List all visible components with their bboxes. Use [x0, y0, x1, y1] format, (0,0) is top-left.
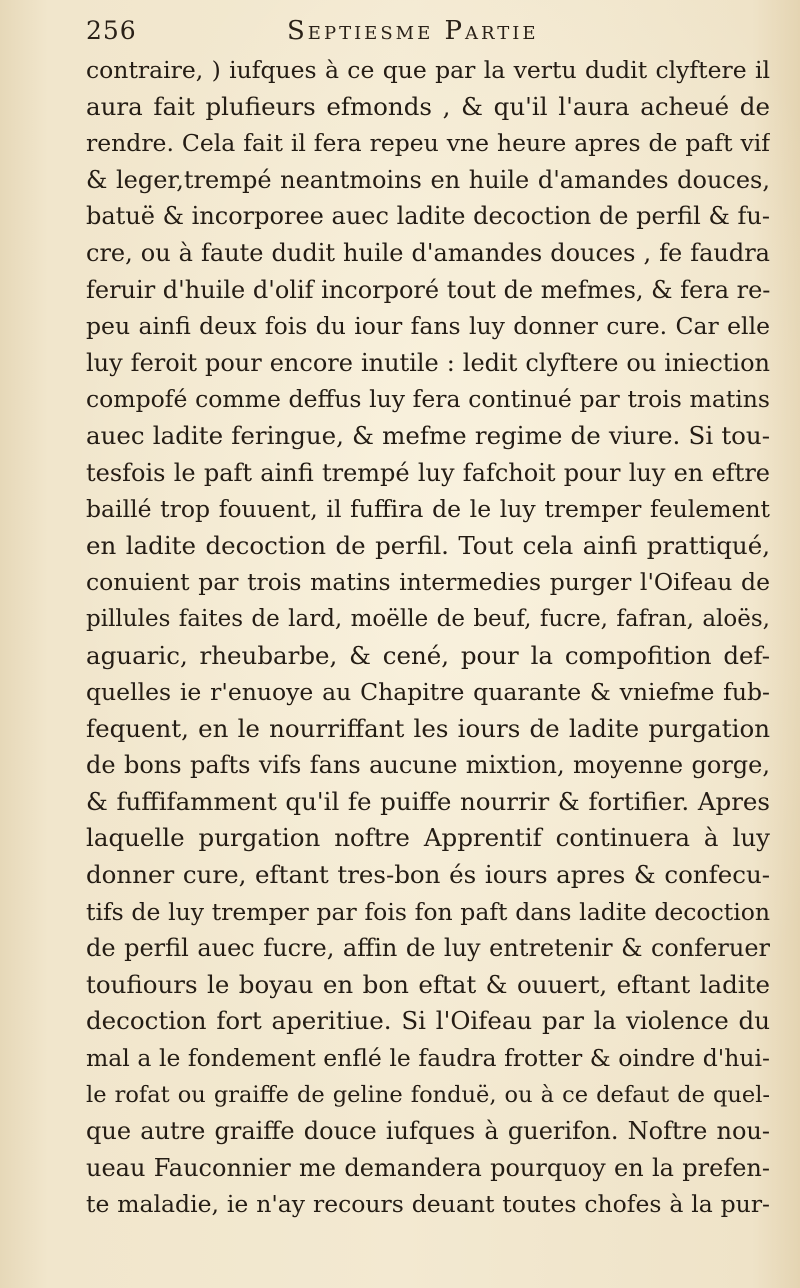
text-line: donner cure, eftant tres-bon és iours apres & confecu-	[86, 860, 770, 890]
text-line: aguaric, rheubarbe, & cené, pour la compofition def-	[86, 640, 770, 670]
text-line: baillé trop fouuent, il fuffira de le luy tremper feulement	[86, 495, 770, 524]
text-line: compofé comme deffus luy fera continué par trois matins	[86, 385, 770, 414]
text-line: ueau Fauconnier me demandera pourquoy en la prefen-	[86, 1153, 770, 1182]
running-head: Septiesme Partie	[287, 16, 539, 46]
text-line: laquelle purgation noftre Apprentif continuera à luy	[86, 823, 770, 853]
text-line: feruir d'huile d'olif incorporé tout de mefmes, & fera re-	[86, 275, 770, 304]
text-line: aura fait plufieurs efmonds , & qu'il l'aura acheué de	[86, 91, 770, 121]
text-line: decoction fort aperitiue. Si l'Oifeau par la violence du	[86, 1006, 770, 1036]
body-text	[86, 52, 770, 1223]
text-line: contraire, ) iufques à ce que par la vertu dudit clyftere il	[86, 56, 770, 84]
text-line: quelles ie r'enuoye au Chapitre quarante & vniefme fub-	[86, 678, 770, 707]
text-line: mal a le fondement enflé le faudra frotter & oindre d'hui-	[86, 1044, 770, 1073]
text-line: tifs de luy tremper par fois fon paft dans ladite decoction	[86, 897, 770, 926]
text-line: pillules faites de lard, moëlle de beuf, fucre, fafran, aloës,	[86, 605, 770, 632]
text-line: luy feroit pour encore inutile : ledit clyftere ou iniection	[86, 348, 770, 377]
text-line: de bons pafts vifs fans aucune mixtion, moyenne gorge,	[86, 751, 770, 780]
text-line: peu ainfi deux fois du iour fans luy donner cure. Car elle	[86, 312, 770, 341]
text-line: tesfois le paft ainfi trempé luy fafchoit pour luy en eftre	[86, 458, 770, 487]
text-line: & fuffifamment qu'il fe puiffe nourrir & fortifier. Apres	[86, 786, 770, 816]
text-line: toufiours le boyau en bon eftat & ouuert, eftant ladite	[86, 969, 770, 999]
text-line: cre, ou à faute dudit huile d'amandes douces , fe faudra	[86, 238, 770, 267]
text-line: que autre graiffe douce iufques à guerifon. Noftre nou-	[86, 1117, 770, 1146]
text-line: conuient par trois matins intermedies purger l'Oifeau de	[86, 568, 770, 597]
text-line: en ladite decoction de perfil. Tout cela ainfi prattiqué,	[86, 530, 770, 560]
text-line: fequent, en le nourriffant les iours de ladite purgation	[86, 713, 770, 743]
text-line: te maladie, ie n'ay recours deuant toutes chofes à la pur-	[86, 1190, 770, 1219]
text-line: de perfil auec fucre, affin de luy entretenir & conferuer	[86, 934, 770, 963]
text-line: batuë & incorporee auec ladite decoction de perfil & fu-	[86, 202, 770, 231]
text-line: auec ladite feringue, & mefme regime de viure. Si tou-	[86, 420, 770, 450]
text-line: rendre. Cela fait il fera repeu vne heure apres de paft vif	[86, 129, 770, 158]
text-line: & leger,trempé neantmoins en huile d'amandes douces,	[86, 165, 770, 194]
page-header	[82, 14, 772, 54]
page-number: 256	[86, 16, 137, 45]
text-line: le rofat ou graiffe de geline fonduë, ou à ce defaut de quel-	[86, 1081, 770, 1108]
